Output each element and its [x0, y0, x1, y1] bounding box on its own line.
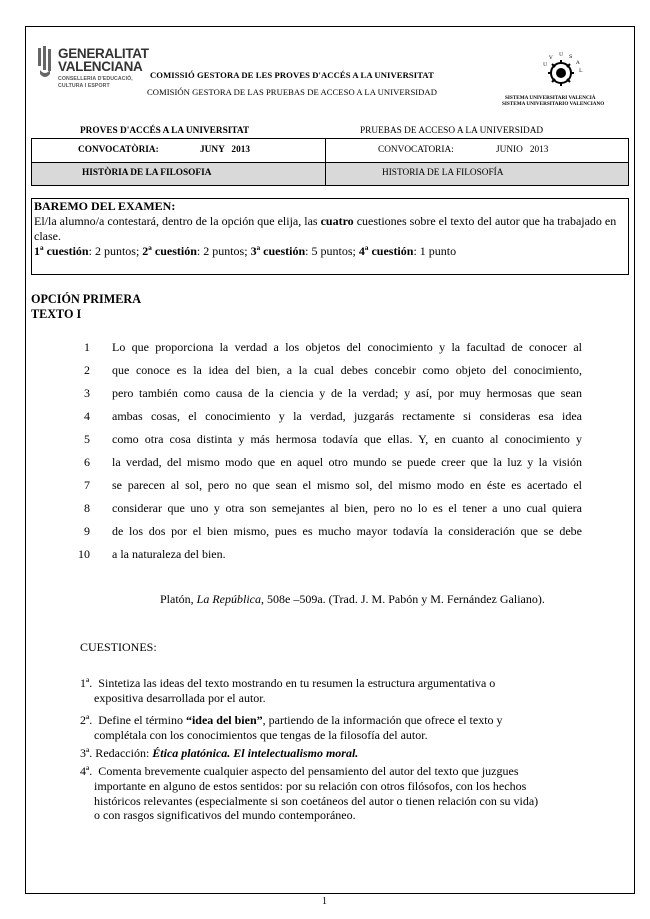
convocatoria-date-es: JUNIO 2013: [496, 145, 549, 155]
baremo-points: 1ª cuestión: 2 puntos; 2ª cuestión: 2 puntos; 3ª cuestión: 5 puntos; 4ª cuestión: 1 punto: [34, 244, 457, 258]
line-number: 4: [84, 409, 90, 423]
text-line: la verdad, del mismo modo que en aquel otro mundo se puede creer que la luz y la visión: [112, 455, 582, 469]
line-number: 2: [84, 363, 90, 377]
text-line: que conoce es la idea del bien, a la cual debes concebir como objeto del conocimiento,: [112, 363, 582, 377]
logo-subtitle: CONSELLERIA D'EDUCACIÓ, CULTURA I ESPORT: [58, 76, 133, 89]
commission-title-es: COMISIÓN GESTORA DE LAS PRUEBAS DE ACCESO A LA UNIVERSIDAD: [147, 87, 437, 97]
question-3: 3ª. Redacción: Ética platónica. El intelectualismo moral.: [80, 746, 359, 760]
text-line: a la naturaleza del bien.: [112, 547, 226, 561]
text-line: se parecen al sol, pero no que sean el mismo sol, del mismo modo en éste es acertado el: [112, 478, 582, 492]
system-name-es: SISTEMA UNIVERSITARIO VALENCIANO: [502, 101, 605, 107]
commission-title-va: COMISSIÓ GESTORA DE LES PROVES D'ACCÉS A LA UNIVERSITAT: [150, 70, 434, 80]
line-number: 10: [78, 547, 90, 561]
university-seal-icon: [533, 50, 589, 96]
line-number: 7: [84, 478, 90, 492]
baremo-instructions: El/la alumno/a contestará, dentro de la opción que elija, las cuatro cuestiones sobre el texto del autor que ha trabajado en clase.: [34, 214, 617, 243]
text-line: ambas cosas, el conocimiento y la verdad, juzgarás rectamente si consideras esa idea: [112, 409, 582, 423]
text-line: pero también como causa de la ciencia y de la verdad; y así, por muy hermosas que sean: [112, 386, 582, 400]
convocatoria-label-es: CONVOCATORIA:: [378, 145, 454, 155]
svg-text:U: U: [559, 52, 564, 58]
svg-text:U: U: [543, 62, 548, 68]
citation: Platón, La República, 508e –509a. (Trad. J. M. Pabón y M. Fernández Galiano).: [160, 592, 545, 606]
question-2: 2ª. Define el término “idea del bien”, partiendo de la información que ofrece el texto y complétala con los conocimientos que tengas de la filosofía del autor.: [80, 713, 503, 742]
line-number: 8: [84, 501, 90, 515]
question-4: 4ª. Comenta brevemente cualquier aspecto del pensamiento del autor del texto que juzgues importante en alguno de estos sentidos: por su relación con otros filósofos, con los hechos históricos relevantes (especialmente si son coetáneos del autor o tienen relación con su vida) o con rasgos significativos del mundo contemporáneo.: [80, 764, 539, 823]
subject-es: HISTORIA DE LA FILOSOFÍA: [382, 168, 504, 178]
convocatoria-label-va: CONVOCATÒRIA:: [78, 145, 159, 155]
questions-title: CUESTIONES:: [80, 640, 157, 654]
logo-title: GENERALITAT VALENCIANA: [58, 46, 149, 74]
subject-va: HISTÒRIA DE LA FILOSOFIA: [82, 168, 212, 178]
text-line: de los dos por el bien mismo, pues es mucho mayor todavía la consideración que se debe: [112, 524, 582, 538]
line-number: 6: [84, 455, 90, 469]
system-name-va: SISTEMA UNIVERSITARI VALENCIÀ: [505, 95, 596, 101]
option-title: OPCIÓN PRIMERA: [31, 292, 142, 306]
svg-text:V: V: [549, 55, 553, 61]
proves-label-es: PRUEBAS DE ACCESO A LA UNIVERSIDAD: [360, 126, 544, 136]
convocatoria-date-va: JUNY 2013: [200, 145, 251, 155]
line-number: 1: [84, 340, 90, 354]
svg-text:L: L: [579, 68, 583, 74]
line-number: 3: [84, 386, 90, 400]
line-number: 9: [84, 524, 90, 538]
svg-text:S: S: [569, 54, 573, 60]
text-title: TEXTO I: [31, 307, 82, 321]
page-number: 1: [322, 896, 327, 907]
proves-label-va: PROVES D'ACCÉS A LA UNIVERSITAT: [80, 126, 250, 136]
baremo-title: BAREMO DEL EXAMEN:: [34, 199, 176, 213]
text-line: considerar que uno y otra son semejantes al bien, pero no lo es el tener a uno cual quiera: [112, 501, 582, 515]
svg-text:A: A: [576, 60, 580, 66]
text-line: Lo que proporciona la verdad a los objetos del conocimiento y la facultad de conocer al: [112, 340, 582, 354]
line-number: 5: [84, 432, 90, 446]
text-line: como otra cosa distinta y más hermosa todavía que ellas. Y, en cuanto al conocimiento y: [112, 432, 582, 446]
question-1: 1ª. Sintetiza las ideas del texto mostrando en tu resumen la estructura argumentativa o expositiva desarrollada por el autor.: [80, 676, 496, 705]
